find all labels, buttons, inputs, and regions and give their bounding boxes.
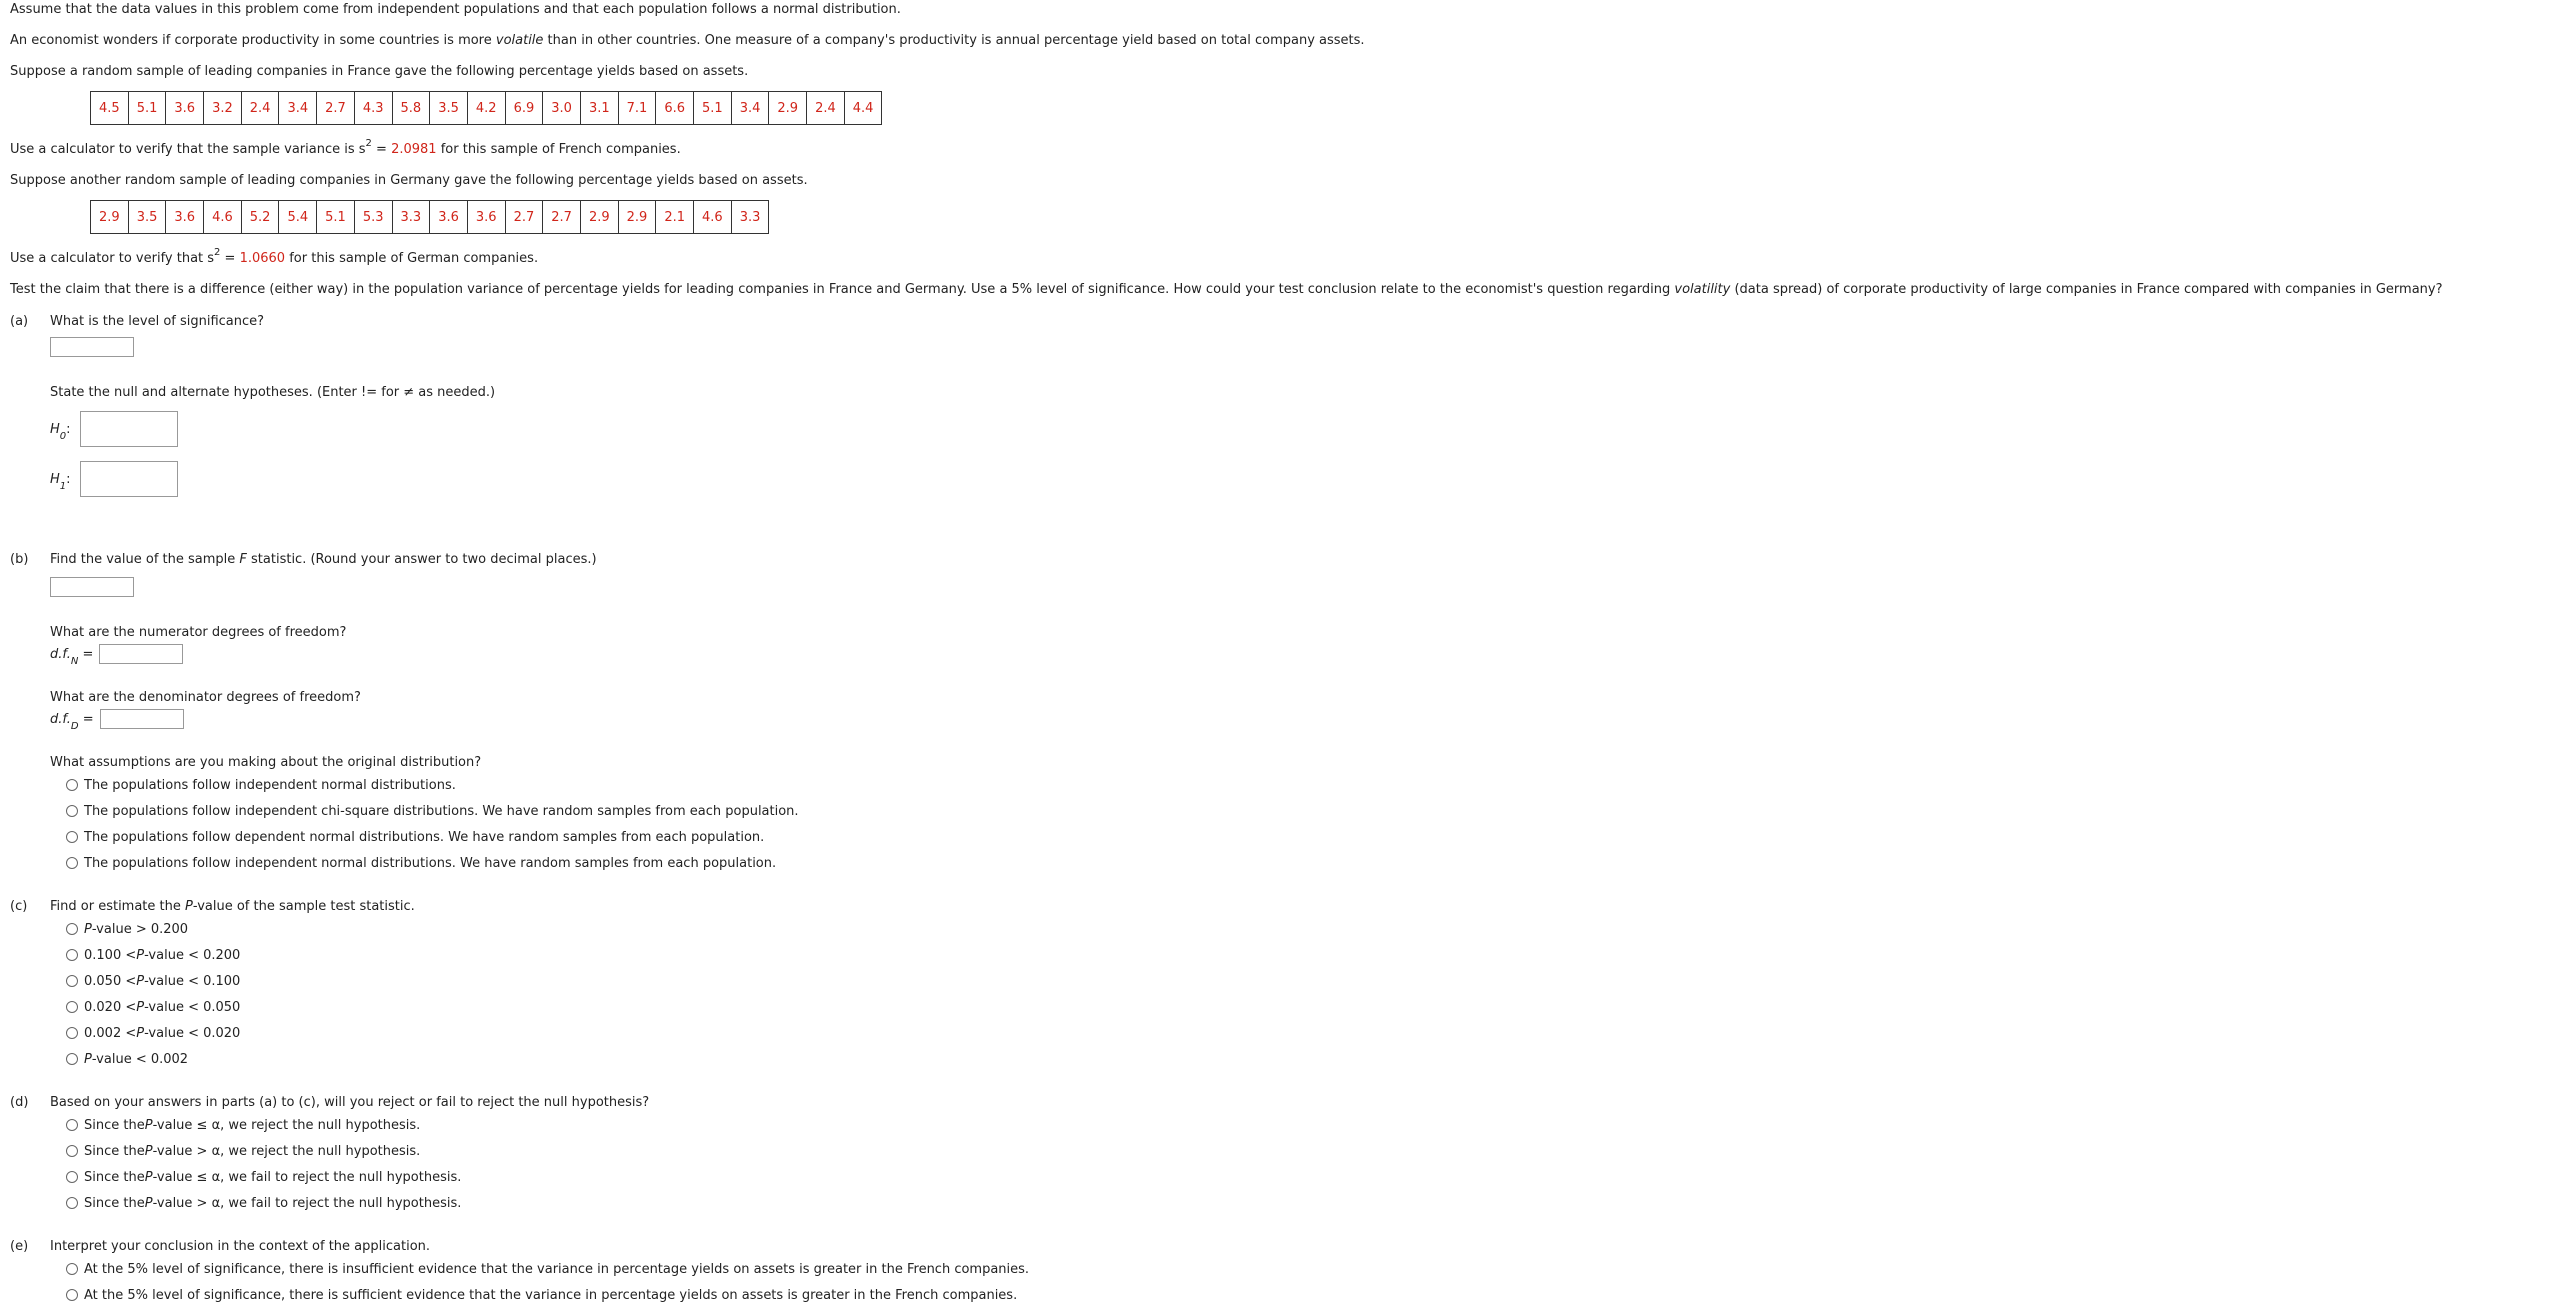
france-data-cell: 3.6 [166, 92, 204, 125]
h1-input[interactable] [80, 461, 178, 497]
option-text-pre: 0.020 < [84, 999, 137, 1015]
option-text-post: -value < 0.050 [144, 999, 241, 1015]
germany-data-cell: 5.3 [354, 201, 392, 234]
decision-option[interactable] [66, 1164, 2560, 1190]
germany-data-cell: 2.9 [618, 201, 656, 234]
radio-button[interactable] [66, 831, 78, 843]
germany-data-cell: 5.2 [241, 201, 279, 234]
france-data-cell: 3.1 [580, 92, 618, 125]
h0-input[interactable] [80, 411, 178, 447]
france-verify-eq: = [371, 142, 392, 157]
part-b-label: (b) [10, 551, 29, 567]
option-text-pre: 0.002 < [84, 1025, 137, 1041]
germany-data-cell: 3.6 [467, 201, 505, 234]
option-text-post: -value < 0.200 [144, 947, 241, 963]
germany-data-cell: 5.4 [279, 201, 317, 234]
assumption-option[interactable]: The populations follow independent normal distributions. [66, 772, 2560, 798]
pvalue-options [10, 916, 2560, 1072]
france-data-cell: 2.4 [241, 92, 279, 125]
france-data-cell: 3.0 [543, 92, 581, 125]
claim-text-a: Test the claim that there is a difference (either way) in the population variance of percentage yields for leading companies in France and Germany. Use a 5% level of significance. How could your test conclusion relate to the economist's question regarding [10, 282, 1675, 297]
france-data-cell: 3.4 [279, 92, 317, 125]
germany-data-cell: 3.3 [731, 201, 769, 234]
option-text-pre: Since the [84, 1117, 145, 1133]
pvalue-option[interactable] [66, 1020, 2560, 1046]
numerator-df-label: $d.f._N$ = [50, 646, 94, 668]
interpretation-option[interactable]: At the 5% level of significance, there is sufficient evidence that the variance in percentage yields on assets is greater in the French companies. [66, 1282, 2560, 1308]
france-data-cell: 6.9 [505, 92, 543, 125]
claim-text-b: (data spread) of corporate productivity of large companies in France compared with companies in Germany? [1730, 282, 2443, 297]
germany-data-row [91, 201, 769, 234]
economist-text-b: than in other countries. One measure of a company's productivity is annual percentage yield based on total company assets. [543, 33, 1365, 48]
part-d-header [10, 1092, 2560, 1112]
radio-button[interactable] [66, 857, 78, 869]
radio-button[interactable] [66, 805, 78, 817]
option-text-em: P [136, 973, 145, 989]
france-data-cell: 7.1 [618, 92, 656, 125]
germany-data-table [90, 200, 769, 234]
option-text-pre: 0.100 < [84, 947, 137, 963]
option-text-em: P [84, 921, 92, 937]
germany-data-cell: 4.6 [694, 201, 732, 234]
denominator-df-question: What are the denominator degrees of freedom? [50, 689, 361, 705]
option-text-post: -value ≤ α, we fail to reject the null hypothesis. [152, 1169, 462, 1185]
option-text-post: -value > 0.200 [91, 921, 189, 937]
france-verify [10, 137, 2560, 160]
part-a-header [10, 311, 2560, 331]
radio-button[interactable] [66, 1001, 78, 1013]
option-text-post: -value < 0.002 [91, 1051, 189, 1067]
part-a-label: (a) [10, 313, 29, 329]
economist-text [10, 31, 2560, 51]
radio-button[interactable] [66, 779, 78, 791]
assumption-option[interactable]: The populations follow independent chi-square distributions. We have random samples from each population. [66, 798, 2560, 824]
interpretation-options [10, 1256, 2560, 1308]
option-text-pre: Since the [84, 1169, 145, 1185]
option-text-em: P [144, 1143, 153, 1159]
france-data-cell: 6.6 [656, 92, 694, 125]
h1-row [50, 461, 2560, 497]
france-data-cell: 3.2 [204, 92, 242, 125]
part-c-header [10, 896, 2560, 916]
france-data-cell: 5.8 [392, 92, 430, 125]
radio-button[interactable] [66, 1197, 78, 1209]
part-e-question: Interpret your conclusion in the context of the application. [50, 1238, 431, 1254]
assumption-option[interactable]: The populations follow dependent normal distributions. We have random samples from each population. [66, 824, 2560, 850]
decision-option[interactable] [66, 1138, 2560, 1164]
germany-data-cell: 2.7 [543, 201, 581, 234]
germany-data-cell: 3.3 [392, 201, 430, 234]
claim-text-em: volatility [1674, 282, 1731, 297]
france-data-cell: 2.7 [317, 92, 355, 125]
part-c-label: (c) [10, 898, 28, 914]
numerator-df-input[interactable] [99, 644, 183, 664]
numerator-df-question: What are the numerator degrees of freedom? [50, 624, 347, 640]
option-text-post: -value < 0.020 [144, 1025, 241, 1041]
germany-data-cell: 3.5 [128, 201, 166, 234]
f-statistic-input[interactable] [50, 577, 134, 597]
assumption-options [10, 772, 2560, 876]
france-data-cell: 5.1 [694, 92, 732, 125]
france-verify-sup: 2 [365, 137, 372, 149]
germany-data-cell: 3.6 [430, 201, 468, 234]
denominator-df-input[interactable] [100, 709, 184, 729]
part-a-question: What is the level of significance? [50, 313, 265, 329]
option-text-post: -value < 0.100 [144, 973, 241, 989]
part-d-label: (d) [10, 1094, 29, 1110]
option-text-em: P [144, 1195, 153, 1211]
radio-button[interactable] [66, 1289, 78, 1301]
radio-button[interactable] [66, 1119, 78, 1131]
france-data-cell: 4.2 [467, 92, 505, 125]
france-data-cell: 3.4 [731, 92, 769, 125]
germany-data-cell: 2.9 [580, 201, 618, 234]
germany-verify-a: Use a calculator to verify that s [10, 251, 215, 266]
option-text-em: P [144, 1169, 153, 1185]
france-data-cell: 5.1 [128, 92, 166, 125]
germany-verify-sup: 2 [214, 246, 221, 258]
france-intro: Suppose a random sample of leading companies in France gave the following percentage yields based on assets. [10, 64, 749, 79]
radio-button[interactable] [66, 949, 78, 961]
option-text-post: -value > α, we reject the null hypothesis. [152, 1143, 421, 1159]
h0-label: $H_0$: [50, 421, 71, 443]
france-variance: 2.0981 [391, 142, 437, 157]
germany-data-cell: 2.1 [656, 201, 694, 234]
decision-option[interactable] [66, 1190, 2560, 1216]
economist-text-a: An economist wonders if corporate productivity in some countries is more [10, 33, 496, 48]
france-data-cell: 4.5 [91, 92, 129, 125]
radio-button[interactable] [66, 1027, 78, 1039]
assume-text: Assume that the data values in this problem come from independent populations and that each population follows a normal distribution. [10, 2, 901, 17]
assumption-question: What assumptions are you making about the original distribution? [50, 754, 482, 770]
interpretation-option[interactable]: At the 5% level of significance, there is insufficient evidence that the variance in percentage yields on assets is greater in the French companies. [66, 1256, 2560, 1282]
numerator-df-row [50, 642, 2560, 666]
denominator-df-label: $d.f._D$ = [50, 711, 94, 733]
germany-data-cell: 3.6 [166, 201, 204, 234]
radio-button[interactable] [66, 1145, 78, 1157]
option-text-em: P [136, 1025, 145, 1041]
part-d-question: Based on your answers in parts (a) to (c), will you reject or fail to reject the null hypothesis? [50, 1094, 650, 1110]
france-data-table [90, 91, 882, 125]
option-text-em: P [144, 1117, 153, 1133]
decision-option[interactable] [66, 1112, 2560, 1138]
france-verify-b: for this sample of French companies. [436, 142, 681, 157]
germany-verify-b: for this sample of German companies. [285, 251, 539, 266]
part-e-label: (e) [10, 1238, 29, 1254]
problem-body [10, 0, 2560, 1308]
option-text-pre: Since the [84, 1195, 145, 1211]
germany-data-cell: 5.1 [317, 201, 355, 234]
pvalue-option[interactable] [66, 916, 2560, 942]
germany-intro: Suppose another random sample of leading companies in Germany gave the following percentage yields based on assets. [10, 173, 808, 188]
france-verify-a: Use a calculator to verify that the sample variance is s [10, 142, 366, 157]
assumption-option[interactable]: The populations follow independent normal distributions. We have random samples from each population. [66, 850, 2560, 876]
france-data-row [91, 92, 882, 125]
germany-data-cell: 2.9 [91, 201, 129, 234]
radio-button[interactable] [66, 1053, 78, 1065]
radio-button[interactable] [66, 923, 78, 935]
denominator-df-row [50, 707, 2560, 731]
radio-button[interactable] [66, 1263, 78, 1275]
radio-button[interactable] [66, 975, 78, 987]
france-data-cell: 4.3 [354, 92, 392, 125]
part-c-question: Find or estimate the P-value of the sample test statistic. [50, 898, 415, 914]
pvalue-option[interactable] [66, 942, 2560, 968]
claim-text [10, 280, 2560, 300]
part-e-header [10, 1236, 2560, 1256]
option-text-post: -value > α, we fail to reject the null hypothesis. [152, 1195, 462, 1211]
part-b-header [10, 549, 2560, 569]
significance-level-input[interactable] [50, 337, 134, 357]
germany-verify-eq: = [220, 251, 240, 266]
option-text-em: P [136, 947, 145, 963]
germany-verify [10, 246, 2560, 269]
h0-row [50, 411, 2560, 447]
france-data-cell: 3.5 [430, 92, 468, 125]
option-text-pre: Since the [84, 1143, 145, 1159]
hypotheses-prompt: State the null and alternate hypotheses. (Enter != for ≠ as needed.) [50, 384, 496, 400]
part-b-question: Find the value of the sample F statistic. (Round your answer to two decimal places.) [50, 551, 597, 567]
decision-options [10, 1112, 2560, 1216]
france-data-cell: 2.9 [769, 92, 807, 125]
france-data-cell: 2.4 [807, 92, 845, 125]
france-data-cell: 4.4 [844, 92, 882, 125]
option-text-pre: 0.050 < [84, 973, 137, 989]
pvalue-option[interactable] [66, 1046, 2560, 1072]
germany-data-cell: 4.6 [204, 201, 242, 234]
option-text-em: P [84, 1051, 92, 1067]
radio-button[interactable] [66, 1171, 78, 1183]
option-text-em: P [136, 999, 145, 1015]
economist-text-em: volatile [495, 33, 544, 48]
pvalue-option[interactable] [66, 994, 2560, 1020]
germany-variance: 1.0660 [239, 251, 286, 266]
h1-label: $H_1$: [50, 471, 71, 493]
germany-data-cell: 2.7 [505, 201, 543, 234]
pvalue-option[interactable] [66, 968, 2560, 994]
option-text-post: -value ≤ α, we reject the null hypothesis. [152, 1117, 421, 1133]
